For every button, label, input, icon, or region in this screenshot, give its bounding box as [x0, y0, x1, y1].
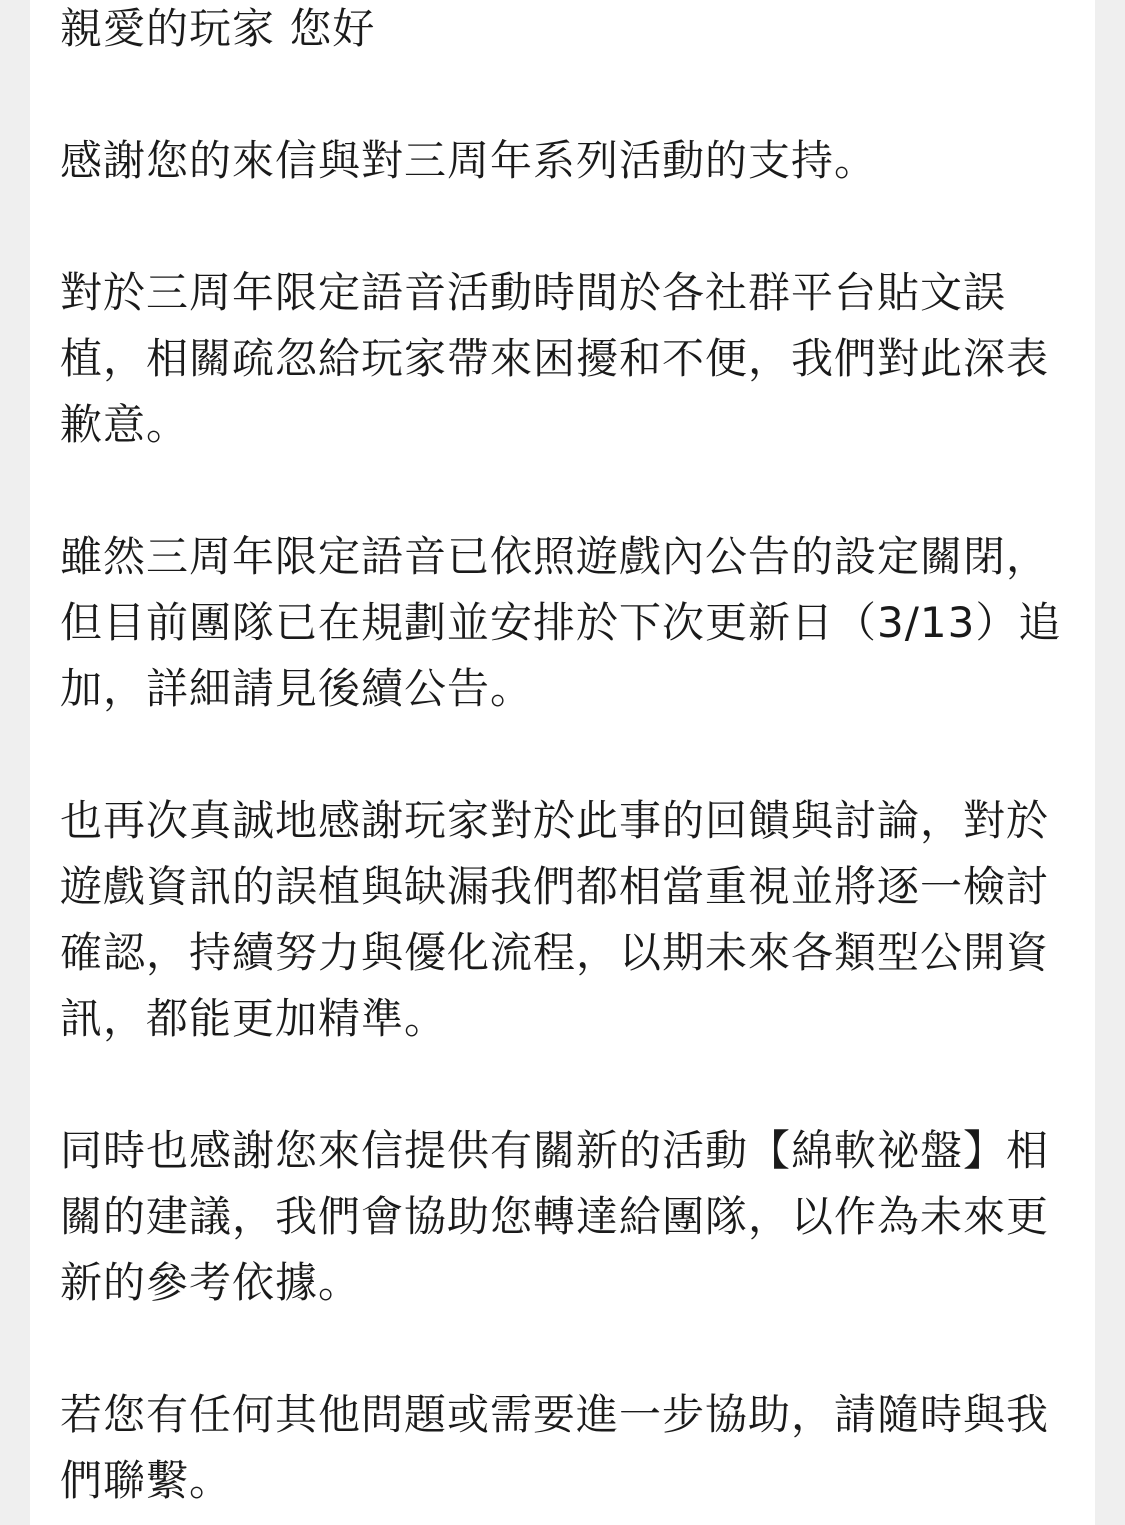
update-paragraph: [60, 524, 1065, 722]
greeting-paragraph: [60, 0, 1065, 62]
paragraph-line: 訊，都能更加精準。: [60, 994, 448, 1043]
paragraph-line: 雖然三周年限定語音已依照遊戲內公告的設定關閉，: [60, 532, 1050, 581]
thanks-paragraph: [60, 128, 1065, 194]
paragraph-line: 們聯繫。: [60, 1456, 233, 1505]
left-margin: [0, 0, 30, 1525]
suggestion-paragraph: [60, 1118, 1065, 1316]
message-body: [60, 0, 1065, 1514]
message-page: [30, 0, 1095, 1525]
paragraph-line: 同時也感謝您來信提供有關新的活動【綿軟祕盤】相: [60, 1126, 1050, 1175]
paragraph-line: 若您有任何其他問題或需要進一步協助，請隨時與我: [60, 1390, 1050, 1439]
paragraph-line: 關的建議，我們會協助您轉達給團隊，以作為未來更: [60, 1192, 1050, 1241]
contact-paragraph: [60, 1382, 1065, 1514]
feedback-paragraph: [60, 788, 1065, 1052]
greeting-line: 親愛的玩家 您好: [60, 4, 376, 53]
paragraph-line: 感謝您的來信與對三周年系列活動的支持。: [60, 136, 878, 185]
apology-paragraph: [60, 260, 1065, 458]
paragraph-line: 也再次真誠地感謝玩家對於此事的回饋與討論，對於: [60, 796, 1050, 845]
right-margin: [1095, 0, 1125, 1525]
paragraph-line: 確認，持續努力與優化流程，以期未來各類型公開資: [60, 928, 1050, 977]
paragraph-line: 但目前團隊已在規劃並安排於下次更新日（3/13）追: [60, 598, 1062, 647]
paragraph-line: 對於三周年限定語音活動時間於各社群平台貼文誤: [60, 268, 1007, 317]
paragraph-line: 植，相關疏忽給玩家帶來困擾和不便，我們對此深表: [60, 334, 1050, 383]
paragraph-line: 遊戲資訊的誤植與缺漏我們都相當重視並將逐一檢討: [60, 862, 1050, 911]
paragraph-line: 歉意。: [60, 400, 190, 449]
paragraph-line: 加，詳細請見後續公告。: [60, 664, 534, 713]
paragraph-line: 新的參考依據。: [60, 1258, 362, 1307]
